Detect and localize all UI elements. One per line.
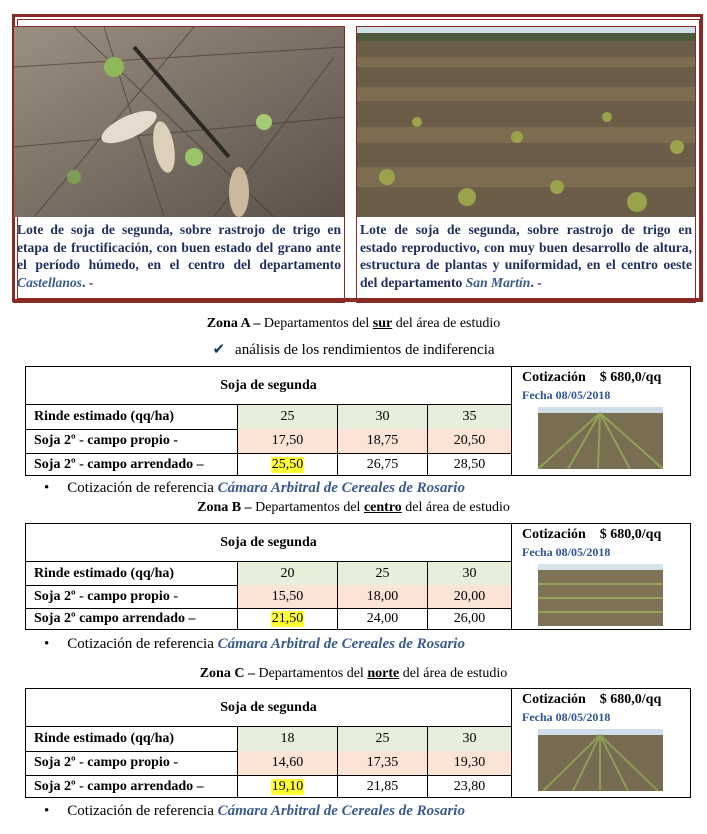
- rented-field-cell: 26,00: [428, 608, 512, 630]
- own-field-cell: 20,50: [428, 429, 512, 453]
- zone-c-table: [25, 688, 691, 798]
- yield-cell: 30: [428, 562, 512, 585]
- rented-field-cell: 24,00: [338, 608, 428, 630]
- own-field-cell: 14,60: [238, 751, 338, 775]
- rented-field-cell: 26,75: [338, 453, 428, 476]
- row-label: Rinde estimado (qq/ha): [26, 562, 238, 585]
- own-field-cell: 18,75: [338, 429, 428, 453]
- row-label: Rinde estimado (qq/ha): [26, 727, 238, 751]
- soybean-pods-photo: [14, 27, 344, 217]
- zone-a-reference: • Cotización de referencia Cámara Arbitral de Cereales de Rosario: [44, 480, 465, 496]
- table-row: [26, 405, 512, 430]
- rented-field-cell: 25,50: [238, 453, 338, 476]
- rented-field-cell: 19,10: [238, 775, 338, 798]
- zone-a-quote: Cotización $ 680,0/qq Fecha 08/05/2018: [512, 367, 690, 475]
- right-photo-caption: Lote de soja de segunda, sobre rastrojo de trigo en estado reproductivo, con muy buen desarrollo de altura, estructura de plantas y uniformidad, en el centro oeste del departamento San Martín. -: [360, 222, 692, 290]
- own-field-cell: 20,00: [428, 585, 512, 608]
- own-field-cell: 18,00: [338, 585, 428, 608]
- quote-date: Fecha 08/05/2018: [522, 388, 611, 402]
- zone-a-title: Zona A – Departamentos del sur del área de estudio: [206, 316, 501, 331]
- zone-c-reference: • Cotización de referencia Cámara Arbitral de Cereales de Rosario: [44, 803, 465, 819]
- checkmark-icon: ✔: [212, 342, 226, 358]
- own-field-cell: 15,50: [238, 585, 338, 608]
- yield-cell: 20: [238, 562, 338, 585]
- row-label: Soja 2º - campo arrendado –: [26, 453, 238, 476]
- table-row: [26, 562, 512, 586]
- row-label: Soja 2º - campo propio -: [26, 751, 238, 775]
- rented-field-cell: 21,85: [338, 775, 428, 798]
- table-row: [26, 585, 512, 609]
- yield-cell: 25: [338, 727, 428, 751]
- zone-b-title: Zona B – Departamentos del centro del área de estudio: [197, 500, 510, 515]
- table-row: [26, 775, 512, 798]
- table-row: [26, 751, 512, 776]
- yield-cell: 25: [338, 562, 428, 585]
- zone-b-reference: • Cotización de referencia Cámara Arbitral de Cereales de Rosario: [44, 636, 465, 652]
- own-field-cell: 17,50: [238, 429, 338, 453]
- zone-a-table: [25, 366, 691, 476]
- field-thumbnail: [538, 729, 663, 791]
- row-label: Rinde estimado (qq/ha): [26, 405, 238, 429]
- analysis-line: ✔ análisis de los rendimientos de indiferencia: [212, 342, 495, 358]
- photo-cell-right: [356, 26, 696, 303]
- zone-c-title: Zona C – Departamentos del norte del área de estudio: [199, 666, 508, 681]
- photo-cell-left: [13, 26, 345, 303]
- table-row: [26, 429, 512, 454]
- row-label: Soja 2º campo arrendado –: [26, 608, 238, 630]
- quote-date: Fecha 08/05/2018: [522, 545, 611, 559]
- row-label: Soja 2º - campo propio -: [26, 585, 238, 608]
- zone-b-quote: Cotización $ 680,0/qq Fecha 08/05/2018: [512, 524, 690, 629]
- zone-b-table: [25, 523, 691, 630]
- table-row: [26, 453, 512, 476]
- own-field-cell: 17,35: [338, 751, 428, 775]
- quote-date: Fecha 08/05/2018: [522, 710, 611, 724]
- yield-cell: 35: [428, 405, 512, 429]
- table-row: [26, 727, 512, 752]
- row-label: Soja 2º - campo propio -: [26, 429, 238, 453]
- yield-cell: 25: [238, 405, 338, 429]
- table-row: [26, 608, 512, 630]
- zone-b-crop-header: Soja de segunda: [26, 524, 512, 562]
- row-label: Soja 2º - campo arrendado –: [26, 775, 238, 798]
- rented-field-cell: 23,80: [428, 775, 512, 798]
- field-thumbnail: [538, 564, 663, 626]
- own-field-cell: 19,30: [428, 751, 512, 775]
- soybean-field-photo: [357, 27, 695, 217]
- zone-c-quote: Cotización $ 680,0/qq Fecha 08/05/2018: [512, 689, 690, 797]
- yield-cell: 30: [428, 727, 512, 751]
- zone-c-crop-header: Soja de segunda: [26, 689, 512, 727]
- yield-cell: 18: [238, 727, 338, 751]
- left-photo-caption: Lote de soja de segunda, sobre rastrojo de trigo en etapa de fructificación, con buen estado del grano ante el período húmedo, en el centro del departamento Castellanos. -: [17, 222, 341, 290]
- zone-a-crop-header: Soja de segunda: [26, 367, 512, 405]
- rented-field-cell: 28,50: [428, 453, 512, 476]
- yield-cell: 30: [338, 405, 428, 429]
- field-thumbnail: [538, 407, 663, 469]
- rented-field-cell: 21,50: [238, 608, 338, 630]
